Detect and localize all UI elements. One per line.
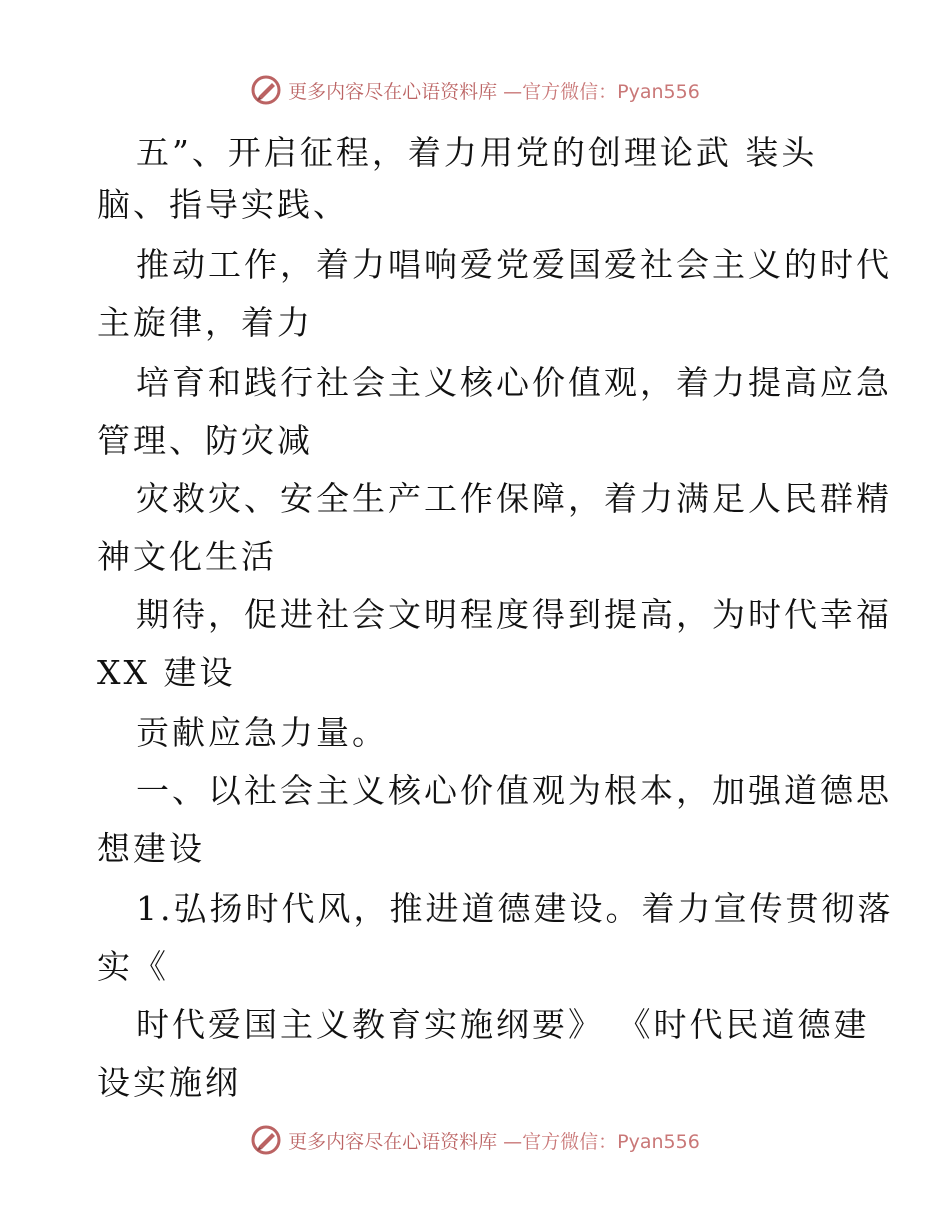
- watermark-sub-text: —官方微信：Pyan556: [503, 1130, 700, 1153]
- text-line: 想建设: [97, 829, 205, 868]
- watermark-main-text: 更多内容尽在心语资料库: [288, 1130, 498, 1153]
- text-line: 推动工作，着力唱响爱党爱国爱社会主义的时代: [136, 245, 892, 284]
- text-line: 1.弘扬时代风，推进道德建设。着力宣传贯彻落: [136, 889, 894, 928]
- text-line: 实《: [97, 947, 169, 986]
- text-line: 培育和践行社会主义核心价值观，着力提高应急: [136, 363, 892, 402]
- pen-logo-icon: [250, 74, 282, 106]
- watermark-main-text: 更多内容尽在心语资料库: [288, 80, 498, 103]
- header-watermark: [0, 74, 950, 106]
- text-line: 一、以社会主义核心价值观为根本，加强道德思: [136, 771, 892, 810]
- watermark-sub-text: —官方微信：Pyan556: [503, 80, 700, 103]
- pen-logo-icon: [250, 1124, 282, 1156]
- text-line: 设实施纲: [97, 1063, 241, 1102]
- text-line: 时代爱国主义教育实施纲要》 《时代民道德建: [136, 1005, 870, 1044]
- text-line: XX 建设: [97, 653, 236, 692]
- text-line: 管理、防灾减: [97, 421, 313, 460]
- footer-watermark: [0, 1124, 950, 1156]
- text-line: 神文化生活: [97, 537, 277, 576]
- text-line: 主旋律，着力: [97, 303, 313, 342]
- text-line: 脑、指导实践、: [97, 185, 349, 224]
- text-line: 期待，促进社会文明程度得到提高，为时代幸福: [136, 595, 892, 634]
- text-line: 灾救灾、安全生产工作保障，着力满足人民群精: [136, 479, 892, 518]
- text-line: 贡献应急力量。: [136, 713, 388, 752]
- text-line: 五”、开启征程，着力用党的创理论武 装头: [136, 133, 818, 172]
